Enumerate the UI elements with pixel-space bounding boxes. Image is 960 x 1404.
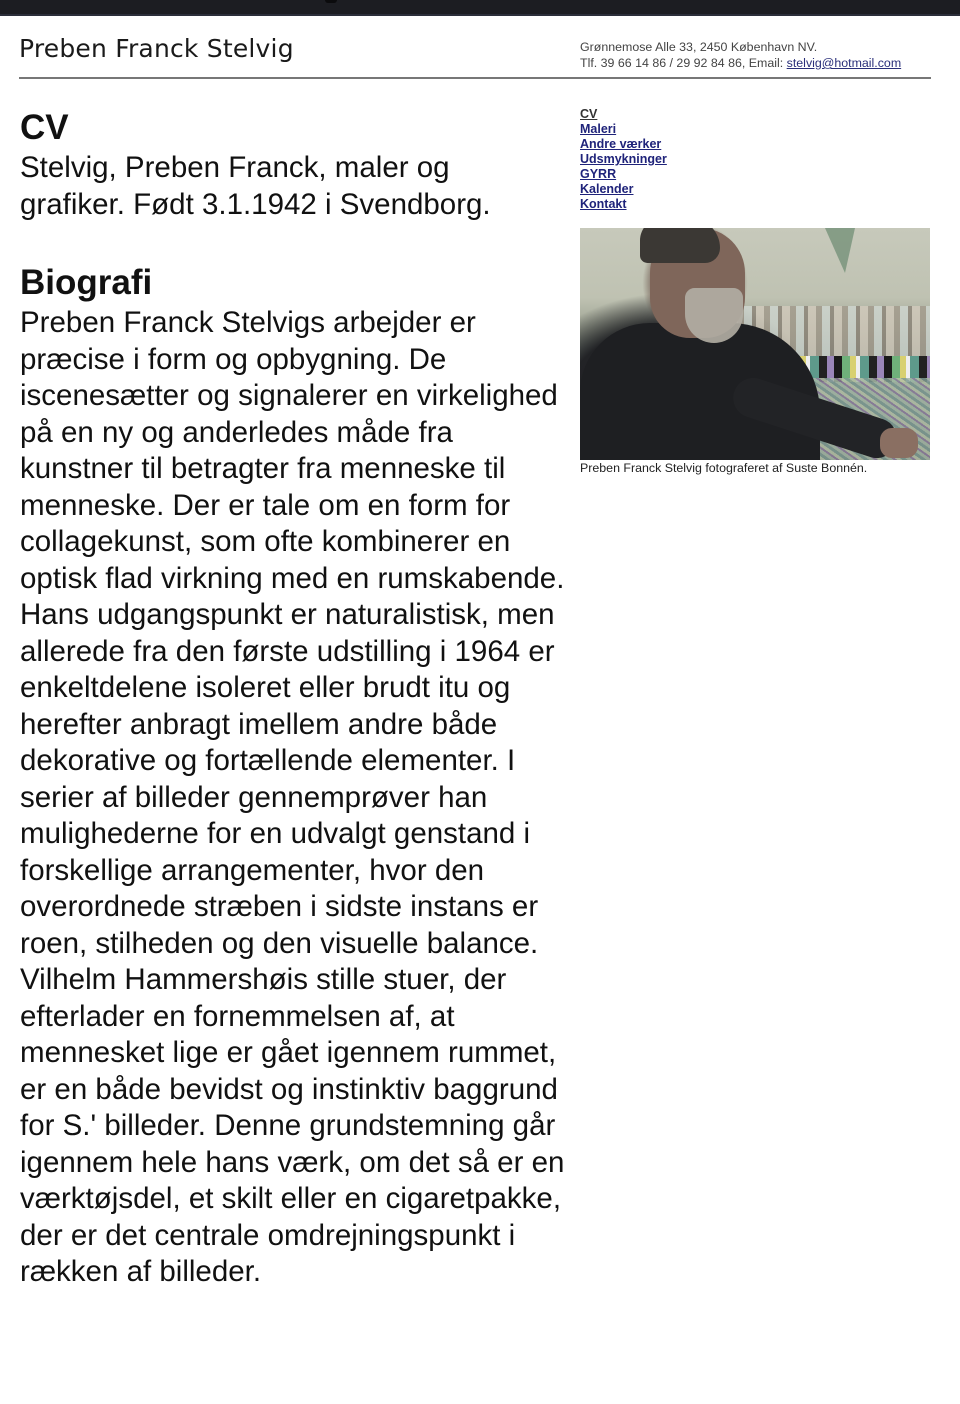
nav-link-cv[interactable]: CV	[580, 107, 598, 121]
cv-heading: CV	[20, 108, 69, 147]
cv-intro-text: Stelvig, Preben Franck, maler og grafiker. Født 3.1.1942 i Svendborg.	[20, 151, 491, 221]
nav-link-gyrr[interactable]: GYRR	[580, 167, 617, 181]
biography-heading: Biografi	[20, 263, 153, 302]
nav-link-kontakt[interactable]: Kontakt	[580, 197, 627, 211]
header-divider	[19, 77, 931, 79]
nav-link-andre-vaerker[interactable]: Andre værker	[580, 137, 662, 151]
photo-detail-hand	[880, 428, 918, 458]
site-nav	[580, 107, 667, 212]
phone-text: Tlf. 39 66 14 86 / 29 92 84 86, Email:	[580, 56, 787, 70]
email-link[interactable]: stelvig@hotmail.com	[786, 56, 902, 70]
contact-info	[580, 39, 901, 71]
address-text: Grønnemose Alle 33, 2450 København NV.	[580, 40, 818, 54]
artist-photo	[580, 228, 930, 460]
photo-caption: Preben Franck Stelvig fotograferet af Suste Bonnén.	[580, 461, 868, 475]
phone-email-line	[580, 55, 901, 71]
site-title: Preben Franck Stelvig	[19, 34, 294, 63]
browser-top-bar	[0, 0, 960, 16]
main-content	[20, 106, 565, 1291]
biography-text: Preben Franck Stelvigs arbejder er præcise i form og opbygning. De iscenesætter og signalerer en virkelighed på en ny og anderledes måde fra kunstner til betragter fra menneske til menneske. Der er tale om en form for collagekunst, som ofte kombinerer en optisk flad virkning med en rumskabende. Hans udgangspunkt er naturalistisk, men allerede fra den første udstilling i 1964 er enkeltdelene isoleret eller brudt itu og herefter anbragt imellem andre både dekorative og fortællende elementer. I serier af billeder gennemprøver han mulighederne for en udvalgt genstand i forskellige arrangementer, hvor den overordnede stræben i sidste instans er roen, stilheden og den visuelle balance. Vilhelm Hammershøis stille stuer, der efterlader en fornemmelsen af, at mennesket lige er gået igennem rummet, er en både bevidst og instinktiv baggrund for S.' billeder. Denne grundstemning går igennem hele hans værk, om det så er en værktøjsdel, et skilt eller en cigaretpakke, der er det centrale omdrejningspunkt i rækken af billeder.	[20, 306, 565, 1288]
camera-notch	[325, 0, 337, 3]
nav-link-kalender[interactable]: Kalender	[580, 182, 634, 196]
nav-link-maleri[interactable]: Maleri	[580, 122, 617, 136]
photo-detail-hair	[640, 228, 720, 263]
photo-detail-pennant	[825, 228, 855, 273]
nav-link-udsmykninger[interactable]: Udsmykninger	[580, 152, 667, 166]
